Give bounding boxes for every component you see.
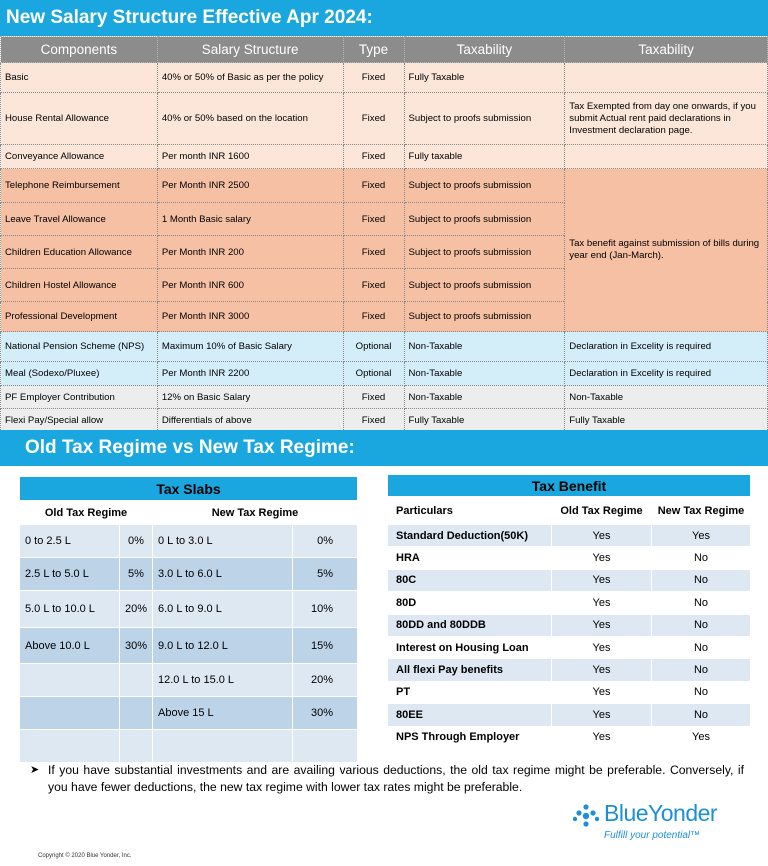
component-cell: National Pension Scheme (NPS): [1, 332, 158, 362]
structure-cell: 40% or 50% based on the location: [157, 93, 343, 145]
old-range: 5.0 L to 10.0 L: [20, 591, 120, 628]
new-rate: 20%: [293, 664, 358, 697]
new-value: No: [652, 636, 751, 658]
new-range: 9.0 L to 12.0 L: [153, 628, 293, 664]
note-cell: [565, 63, 768, 93]
new-rate: 10%: [293, 591, 358, 628]
new-value: No: [652, 681, 751, 703]
particular-name: 80EE: [388, 704, 552, 726]
old-value: Yes: [552, 592, 652, 614]
table-row: [20, 591, 358, 628]
taxability-cell: Non-Taxable: [404, 362, 565, 386]
new-range: 6.0 L to 9.0 L: [153, 591, 293, 628]
taxability-cell: Subject to proofs submission: [404, 236, 565, 269]
old-rate: [120, 664, 153, 697]
regime-title: Old Tax Regime vs New Tax Regime:: [0, 430, 768, 466]
table-row: [388, 659, 751, 681]
component-cell: Flexi Pay/Special allow: [1, 409, 158, 432]
header-particulars: Particulars: [388, 497, 552, 525]
old-value: Yes: [552, 547, 652, 569]
table-row: [388, 681, 751, 703]
particular-name: PT: [388, 681, 552, 703]
type-cell: Fixed: [343, 145, 404, 169]
structure-cell: Differentials of above: [157, 409, 343, 432]
old-range: [20, 730, 120, 763]
particular-name: 80C: [388, 569, 552, 591]
new-rate: [293, 730, 358, 763]
component-cell: Children Hostel Allowance: [1, 269, 158, 302]
component-cell: House Rental Allowance: [1, 93, 158, 145]
taxability-cell: Subject to proofs submission: [404, 269, 565, 302]
table-row: [1, 332, 768, 362]
header-type: Type: [343, 37, 404, 63]
table-row: [20, 525, 358, 558]
type-cell: Fixed: [343, 63, 404, 93]
table-row: [1, 362, 768, 386]
particular-name: NPS Through Employer: [388, 726, 552, 748]
taxability-cell: Subject to proofs submission: [404, 93, 565, 145]
new-value: Yes: [652, 726, 751, 748]
taxability-cell: Fully taxable: [404, 145, 565, 169]
type-cell: Fixed: [343, 386, 404, 409]
type-cell: Fixed: [343, 269, 404, 302]
advice-text: If you have substantial investments and are availing various deductions, the old tax regime might be preferable. Conversely, if you have fewer deductions, the new tax regime with lower tax rates might be preferable.: [48, 763, 744, 794]
new-value: No: [652, 547, 751, 569]
table-row: [388, 525, 751, 547]
tax-benefit-title: Tax Benefit: [388, 475, 751, 497]
component-cell: Meal (Sodexo/Pluxee): [1, 362, 158, 386]
structure-cell: Per Month INR 3000: [157, 302, 343, 332]
old-value: Yes: [552, 636, 652, 658]
type-cell: Optional: [343, 332, 404, 362]
structure-cell: Per Month INR 2500: [157, 169, 343, 203]
advice-bullet: [30, 762, 744, 796]
old-value: Yes: [552, 569, 652, 591]
particular-name: Standard Deduction(50K): [388, 525, 552, 547]
blue-yonder-logo: [572, 800, 752, 848]
component-cell: Telephone Reimbursement: [1, 169, 158, 203]
table-row: [388, 726, 751, 748]
type-cell: Fixed: [343, 409, 404, 432]
note-cell: Declaration in Excelity is required: [565, 332, 768, 362]
component-cell: Basic: [1, 63, 158, 93]
type-cell: Fixed: [343, 203, 404, 236]
table-row: [20, 628, 358, 664]
old-value: Yes: [552, 726, 652, 748]
table-row: [388, 704, 751, 726]
taxability-cell: Subject to proofs submission: [404, 302, 565, 332]
logo-dots-icon: [572, 804, 600, 828]
logo-name: BlueYonder: [604, 800, 718, 826]
structure-cell: Maximum 10% of Basic Salary: [157, 332, 343, 362]
header-taxability-note: Taxability: [565, 37, 768, 63]
old-range: [20, 664, 120, 697]
table-row: [1, 63, 768, 93]
note-cell: Non-Taxable: [565, 386, 768, 409]
particular-name: 80D: [388, 592, 552, 614]
new-rate: 0%: [293, 525, 358, 558]
component-cell: Professional Development: [1, 302, 158, 332]
structure-cell: 40% or 50% of Basic as per the policy: [157, 63, 343, 93]
component-cell: Leave Travel Allowance: [1, 203, 158, 236]
particular-name: 80DD and 80DDB: [388, 614, 552, 636]
new-value: No: [652, 614, 751, 636]
old-rate: [120, 697, 153, 730]
new-rate: 5%: [293, 558, 358, 591]
logo-tagline: Fulfill your potential™: [604, 830, 701, 841]
tax-slabs-table: [19, 476, 358, 763]
old-range: Above 10.0 L: [20, 628, 120, 664]
new-value: No: [652, 659, 751, 681]
new-value: No: [652, 592, 751, 614]
type-cell: Fixed: [343, 302, 404, 332]
type-cell: Fixed: [343, 93, 404, 145]
old-rate: 5%: [120, 558, 153, 591]
new-rate: 30%: [293, 697, 358, 730]
new-value: Yes: [652, 525, 751, 547]
new-range: 12.0 L to 15.0 L: [153, 664, 293, 697]
taxability-cell: Subject to proofs submission: [404, 203, 565, 236]
page-title: New Salary Structure Effective Apr 2024:: [0, 0, 768, 36]
arrow-bullet-icon: ➤: [30, 764, 40, 776]
type-cell: Fixed: [343, 236, 404, 269]
tax-slabs-title: Tax Slabs: [20, 477, 358, 501]
note-cell: Declaration in Excelity is required: [565, 362, 768, 386]
old-value: Yes: [552, 525, 652, 547]
component-cell: PF Employer Contribution: [1, 386, 158, 409]
table-row: [1, 145, 768, 169]
header-old-regime: Old Tax Regime: [552, 497, 652, 525]
particular-name: Interest on Housing Loan: [388, 636, 552, 658]
old-rate: 30%: [120, 628, 153, 664]
new-rate: 15%: [293, 628, 358, 664]
structure-cell: Per Month INR 2200: [157, 362, 343, 386]
old-rate: [120, 730, 153, 763]
table-row: [388, 592, 751, 614]
taxability-cell: Subject to proofs submission: [404, 169, 565, 203]
old-value: Yes: [552, 704, 652, 726]
table-row: [388, 614, 751, 636]
table-row: [20, 697, 358, 730]
type-cell: Optional: [343, 362, 404, 386]
taxability-cell: Fully Taxable: [404, 63, 565, 93]
table-row: [1, 93, 768, 145]
table-row: [20, 730, 358, 763]
salary-structure-table: [0, 36, 768, 432]
table-row: [1, 386, 768, 409]
particular-name: HRA: [388, 547, 552, 569]
header-salary-structure: Salary Structure: [157, 37, 343, 63]
type-cell: Fixed: [343, 169, 404, 203]
table-row: [1, 409, 768, 432]
old-range: 2.5 L to 5.0 L: [20, 558, 120, 591]
old-value: Yes: [552, 681, 652, 703]
old-value: Yes: [552, 659, 652, 681]
old-rate: 0%: [120, 525, 153, 558]
old-value: Yes: [552, 614, 652, 636]
taxability-cell: Non-Taxable: [404, 332, 565, 362]
structure-cell: 12% on Basic Salary: [157, 386, 343, 409]
header-components: Components: [1, 37, 158, 63]
new-range: [153, 730, 293, 763]
component-cell: Children Education Allowance: [1, 236, 158, 269]
new-value: No: [652, 569, 751, 591]
table-row: [20, 664, 358, 697]
new-regime-header: New Tax Regime: [153, 501, 358, 525]
taxability-cell: Fully Taxable: [404, 409, 565, 432]
note-cell: [565, 145, 768, 169]
structure-cell: Per Month INR 200: [157, 236, 343, 269]
component-cell: Conveyance Allowance: [1, 145, 158, 169]
hra-note: Tax Exempted from day one onwards, if you submit Actual rent paid declarations in Investment declaration page.: [565, 93, 768, 145]
note-cell: Fully Taxable: [565, 409, 768, 432]
new-value: No: [652, 704, 751, 726]
header-new-regime: New Tax Regime: [652, 497, 751, 525]
structure-cell: Per Month INR 600: [157, 269, 343, 302]
structure-cell: Per month INR 1600: [157, 145, 343, 169]
new-range: 3.0 L to 6.0 L: [153, 558, 293, 591]
salary-table-header: [1, 37, 768, 63]
old-rate: 20%: [120, 591, 153, 628]
old-regime-header: Old Tax Regime: [20, 501, 153, 525]
new-range: 0 L to 3.0 L: [153, 525, 293, 558]
table-row: [388, 569, 751, 591]
structure-cell: 1 Month Basic salary: [157, 203, 343, 236]
reimbursement-note: Tax benefit against submission of bills during year end (Jan-March).: [565, 169, 768, 332]
table-row: [1, 169, 768, 203]
particular-name: All flexi Pay benefits: [388, 659, 552, 681]
table-row: [388, 636, 751, 658]
copyright-text: Copyright © 2020 Blue Yonder, Inc.: [38, 853, 132, 859]
new-range: Above 15 L: [153, 697, 293, 730]
tax-benefit-table: [387, 474, 751, 749]
table-row: [20, 558, 358, 591]
header-taxability: Taxability: [404, 37, 565, 63]
old-range: 0 to 2.5 L: [20, 525, 120, 558]
table-row: [388, 547, 751, 569]
old-range: [20, 697, 120, 730]
taxability-cell: Non-Taxable: [404, 386, 565, 409]
